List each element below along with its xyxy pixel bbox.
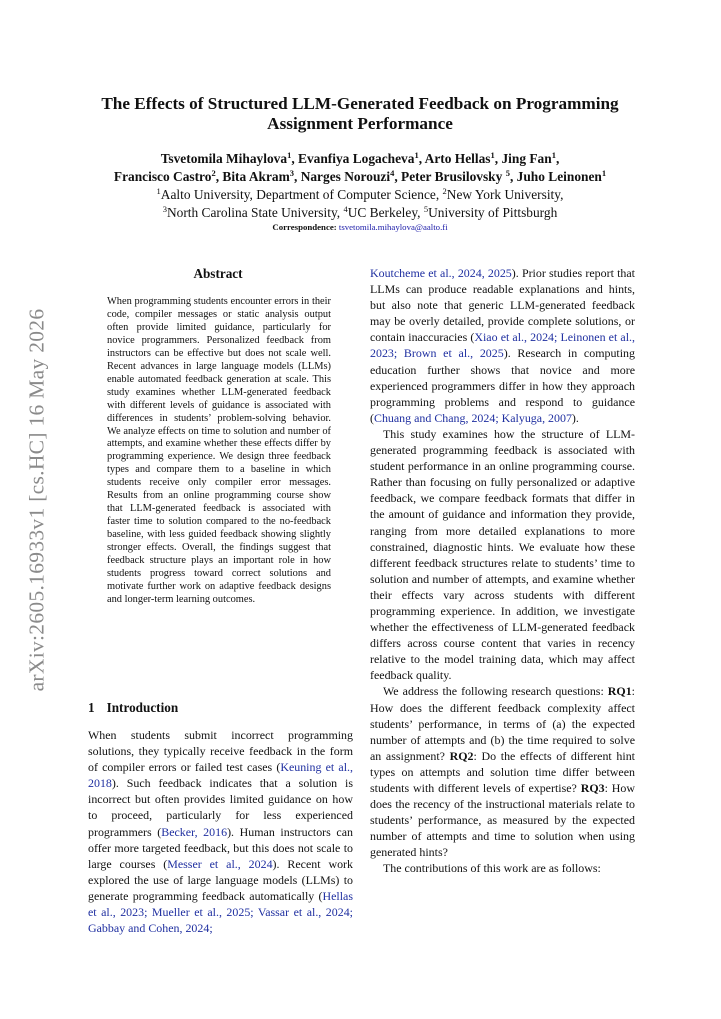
author-affiliation-mark: 1 [490, 150, 495, 160]
affiliation-text: New York University, [446, 187, 564, 202]
author-name: Bita Akram [222, 169, 290, 184]
affiliation-mark: 4 [343, 204, 348, 214]
research-question-label: RQ2 [449, 748, 474, 763]
intro-paragraph-1 [88, 727, 353, 936]
author-affiliation-mark: 1 [601, 168, 607, 178]
author-affiliation-mark: 1 [287, 150, 292, 160]
body-text: : How does the recency of the instructional materials relate to students’ performance, as measured by the expected number of attempts and time to solution when using generated hints? [370, 781, 636, 860]
author-name: Juho Leinonen [516, 169, 602, 184]
affiliation-mark: 1 [156, 186, 161, 196]
intro-paragraph-research-questions [370, 683, 635, 860]
author-affiliation-mark: 3 [289, 168, 294, 178]
right-column [370, 265, 635, 877]
affiliation-mark: 2 [442, 186, 447, 196]
affiliation-text: Aalto University, Department of Computer Science, [160, 187, 443, 202]
correspondence-line [86, 221, 634, 233]
body-text: : Do the effects of different hint types on attempts and solution time differ between students with different levels of expertise? [370, 748, 635, 795]
author-affiliation-mark: 1 [551, 150, 556, 160]
citation-link[interactable]: Keuning et al., 2018 [88, 760, 353, 791]
intro-paragraph-contributions: The contributions of this work are as follows: [383, 861, 601, 876]
abstract-text: When programming students encounter errors in their code, compiler messages or static analysis output often provide limited guidance, particularly for novice programmers. Personalized feedback from instructors can be effective but does not scale well. Recent advances in large language models (LLMs) enable automated feedback generation at scale. This study examines whether LLM-generated feedback with different levels of guidance is associated with differences in students’ problem-solving behavior. We analyze effects on time to solution and number of attempts, and examine whether these effects differ by programming experience. We design three feedback types and compare them to a baseline in which students receive only compiler error messages. Results from an online programming course show that LLM-generated feedback is associated with faster time to solution compared to the no-feedback baseline, with less guided feedback showing slightly stronger effects. Overall, the findings suggest that feedback structure plays an important role in how students progress toward correct solutions and motivate further work on adaptive feedback designs and longer-term learning outcomes. [107, 296, 331, 605]
research-question-label: RQ1 [607, 684, 632, 699]
body-text: ). Human instructors can offer more targeted feedback, but this does not scale to large courses ( [88, 824, 353, 871]
affiliations [70, 186, 650, 222]
section-number: 1 [88, 700, 95, 715]
citation-link[interactable]: Xiao et al., 2024; Leinonen et al., 2023; Brown et al., 2025 [370, 330, 635, 361]
body-text: ). Such feedback indicates that a solution is incorrect but often provides limited guidance on how to proceed, particularly for less experienced programmers ( [88, 776, 353, 839]
intro-paragraph-2: This study examines how the structure of LLM-generated programming feedback is associated with student performance in an online programming course. Rather than focusing on fully personalized or adaptive feedback, we compare feedback formats that differ in the amount of guidance and information they provide, ranging from more detailed explanations to more constrained, diagnostic hints. We evaluate how these different feedback structures relate to students’ time to solution and number of attempts, and examine whether their effects vary across students with different programming experience. In addition, we investigate whether the effectiveness of LLM-generated feedback differs across course content that varies in recency relative to the model training data, which may affect feedback quality. [370, 426, 635, 683]
author-affiliation-mark: 2 [211, 168, 216, 178]
author-name: Tsvetomila Mihaylova [160, 151, 288, 166]
author-name: Evanfiya Logacheva [298, 151, 415, 166]
arxiv-identifier-stamp [20, 300, 54, 700]
body-text: : How does the different feedback complexity affect students’ performance, in terms of (a) the expected number of attempts and (b) the time required to solve an assignment? [370, 684, 635, 763]
citation-link[interactable]: Chuang and Chang, 2024; Kalyuga, 2007 [373, 410, 572, 425]
body-text: ). [571, 410, 579, 425]
intro-paragraph-1-continued [370, 265, 635, 426]
affiliation-text: University of Pittsburgh [428, 205, 558, 220]
affiliation-text: North Carolina State University, [166, 205, 344, 220]
author-name: Francisco Castro [113, 169, 212, 184]
body-text: We address the following research questions: [383, 684, 608, 699]
author-affiliation-mark: 5 [505, 168, 510, 178]
body-text: ). Research in computing education further shows that novice and more experienced programmers differ in how they approach programming problems and respond to guidance ( [370, 346, 635, 425]
author-block [70, 150, 650, 222]
research-question-label: RQ3 [580, 781, 605, 795]
correspondence-label: Correspondence: [272, 222, 337, 232]
author-name: Arto Hellas [424, 151, 491, 166]
citation-link[interactable]: Becker, 2016 [161, 824, 228, 839]
affiliation-mark: 5 [423, 204, 429, 214]
paper-title: The Effects of Structured LLM-Generated Feedback on Programming Assignment Performance [101, 94, 619, 133]
body-text: When students submit incorrect programming solutions, they typically receive feedback in the form of compiler errors or failed test cases ( [88, 728, 353, 775]
correspondence-email-link[interactable]: tsvetomila.mihaylova@aalto.fi [338, 222, 448, 232]
section-title: Introduction [106, 700, 179, 715]
citation-link[interactable]: Koutcheme et al., 2024, 2025 [370, 266, 512, 280]
author-name: Peter Brusilovsky [401, 169, 503, 184]
author-affiliation-mark: 4 [390, 168, 395, 178]
section-heading-introduction [88, 700, 178, 716]
author-affiliation-mark: 1 [414, 150, 419, 160]
body-text: ). Recent work explored the use of large language models (LLMs) to generate programming feedback automatically ( [88, 856, 354, 903]
affiliation-mark: 3 [162, 204, 167, 214]
arxiv-stamp-text: arXiv:2605.16933v1 [cs.HC] 16 May 2026 [24, 308, 49, 692]
author-name: Jing Fan [501, 151, 552, 166]
affiliation-text: UC Berkeley, [347, 205, 424, 220]
abstract-heading: Abstract [193, 266, 243, 281]
author-name: Narges Norouzi [300, 169, 391, 184]
citation-link[interactable]: Hellas et al., 2023; Mueller et al., 2025; Vassar et al., 2024; Gabbay and Cohen, 2024; [88, 888, 353, 936]
author-names: Tsvetomila Mihaylova$^1$, Evanfiya Logacheva$^1$, Arto Hellas$^1$, Jing Fan$^1$, Francisco Castro$^2$, Bita Akram$^3$, Narges Norouzi$^4$, Peter Brusilovsky $^5$, Juho Leinonen$^1$ [113, 150, 607, 184]
citation-link[interactable]: Messer et al., 2024 [167, 856, 273, 871]
body-text: ). Prior studies report that LLMs can produce readable explanations and hints, but also note that generic LLM-generated feedback may be overly detailed, provide complete solutions, or contain inaccuracies ( [370, 266, 635, 345]
